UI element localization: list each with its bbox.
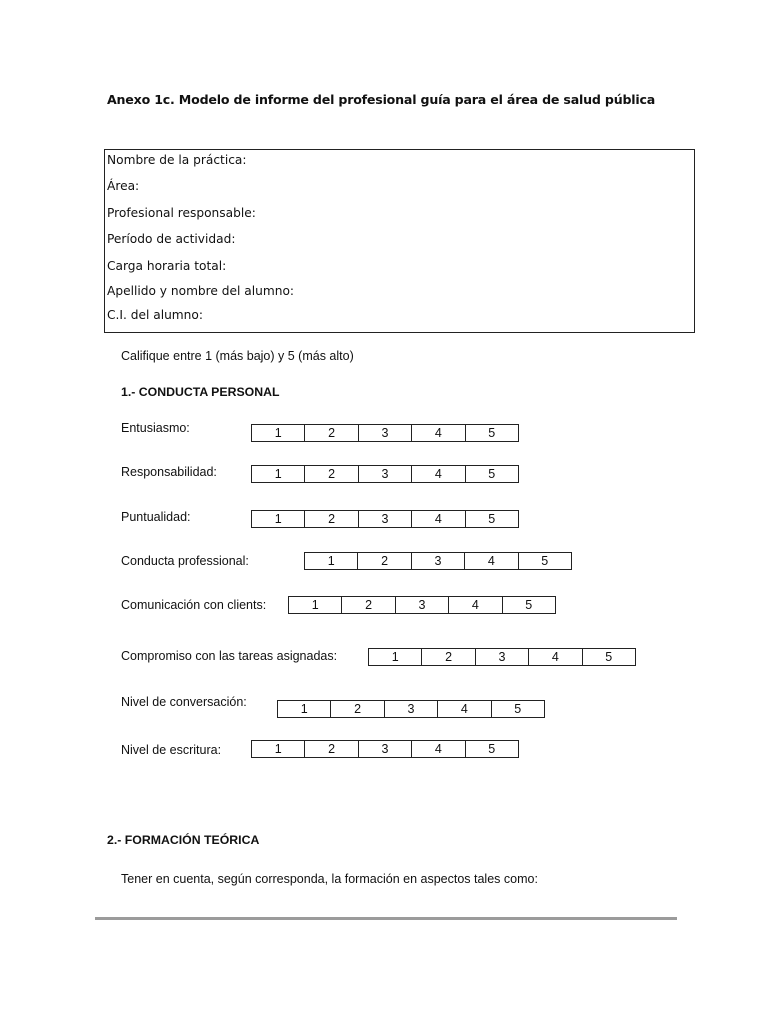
criterion-label: Responsabilidad:	[121, 465, 217, 479]
rating-option[interactable]: 3	[359, 741, 412, 757]
criterion-label: Compromiso con las tareas asignadas:	[121, 649, 338, 663]
rating-option[interactable]: 1	[252, 741, 305, 757]
criterion-label: Puntualidad:	[121, 510, 191, 524]
rating-option[interactable]: 5	[519, 553, 572, 569]
rating-scale-writing-level	[251, 740, 519, 758]
rating-option[interactable]: 3	[359, 511, 412, 527]
rating-option[interactable]: 3	[385, 701, 438, 717]
rating-option[interactable]: 1	[289, 597, 342, 613]
rating-option[interactable]: 5	[466, 741, 519, 757]
rating-option[interactable]: 3	[412, 553, 465, 569]
section-instruction-text: Tener en cuenta, según corresponda, la formación en aspectos tales como:	[121, 872, 538, 886]
rating-option[interactable]: 5	[466, 425, 519, 441]
responsible-professional-field: Profesional responsable:	[107, 206, 256, 220]
rating-option[interactable]: 1	[252, 466, 305, 482]
criterion-label: Conducta professional:	[121, 554, 249, 568]
criterion-label: Comunicación con clients:	[121, 598, 267, 612]
rating-option[interactable]: 2	[305, 511, 358, 527]
rating-option[interactable]: 4	[449, 597, 502, 613]
criterion-label: Entusiasmo:	[121, 421, 190, 435]
criterion-label: Nivel de conversación:	[121, 695, 247, 709]
rating-option[interactable]: 2	[358, 553, 411, 569]
rating-option[interactable]: 2	[331, 701, 384, 717]
student-id-field: C.I. del alumno:	[107, 308, 203, 322]
rating-option[interactable]: 3	[396, 597, 449, 613]
rating-option[interactable]: 3	[359, 466, 412, 482]
rating-option[interactable]: 3	[359, 425, 412, 441]
rating-option[interactable]: 4	[412, 466, 465, 482]
section-heading-personal-conduct: 1.- CONDUCTA PERSONAL	[121, 385, 280, 399]
rating-option[interactable]: 1	[252, 511, 305, 527]
rating-option[interactable]: 4	[412, 741, 465, 757]
criterion-label: Nivel de escritura:	[121, 743, 222, 757]
rating-option[interactable]: 1	[369, 649, 422, 665]
rating-option[interactable]: 2	[305, 741, 358, 757]
rating-option[interactable]: 5	[583, 649, 636, 665]
document-title: Anexo 1c. Modelo de informe del profesional guía para el área de salud pública	[107, 92, 656, 107]
practice-name-field: Nombre de la práctica:	[107, 153, 247, 167]
total-hours-field: Carga horaria total:	[107, 259, 227, 273]
rating-scale-task-commitment	[368, 648, 636, 666]
section-heading-theoretical-training: 2.- FORMACIÓN TEÓRICA	[107, 833, 260, 847]
page-divider	[95, 917, 677, 920]
area-field: Área:	[107, 179, 140, 193]
rating-option[interactable]: 3	[476, 649, 529, 665]
rating-option[interactable]: 4	[529, 649, 582, 665]
student-info-box	[104, 149, 695, 333]
rating-option[interactable]: 4	[465, 553, 518, 569]
rating-option[interactable]: 2	[422, 649, 475, 665]
rating-scale-punctuality	[251, 510, 519, 528]
rating-option[interactable]: 4	[438, 701, 491, 717]
rating-option[interactable]: 5	[503, 597, 556, 613]
rating-option[interactable]: 2	[305, 425, 358, 441]
rating-scale-client-communication	[288, 596, 556, 614]
rating-option[interactable]: 5	[466, 466, 519, 482]
student-name-field: Apellido y nombre del alumno:	[107, 284, 295, 298]
rating-option[interactable]: 4	[412, 425, 465, 441]
rating-option[interactable]: 1	[278, 701, 331, 717]
rating-option[interactable]: 4	[412, 511, 465, 527]
activity-period-field: Período de actividad:	[107, 232, 236, 246]
rating-scale-enthusiasm	[251, 424, 519, 442]
rating-option[interactable]: 1	[252, 425, 305, 441]
rating-scale-professional-conduct	[304, 552, 572, 570]
rating-option[interactable]: 2	[342, 597, 395, 613]
rating-option[interactable]: 1	[305, 553, 358, 569]
rating-instruction: Califique entre 1 (más bajo) y 5 (más alto)	[121, 349, 354, 363]
rating-option[interactable]: 2	[305, 466, 358, 482]
rating-option[interactable]: 5	[492, 701, 545, 717]
rating-scale-conversation-level	[277, 700, 545, 718]
rating-option[interactable]: 5	[466, 511, 519, 527]
rating-scale-responsibility	[251, 465, 519, 483]
